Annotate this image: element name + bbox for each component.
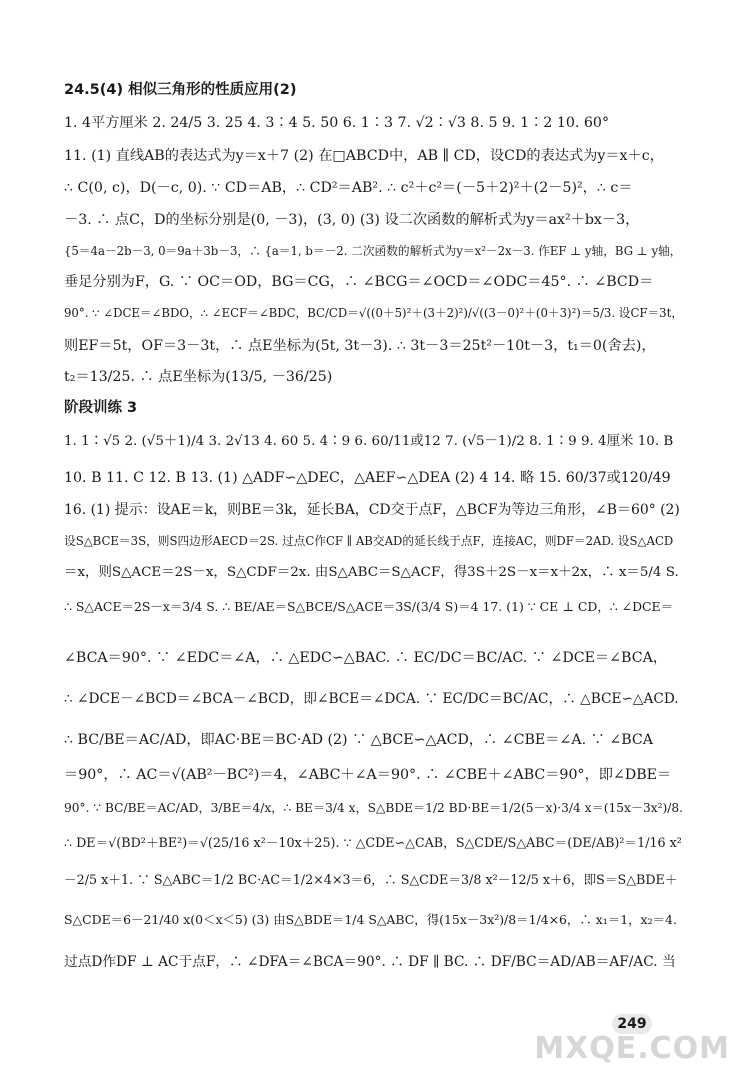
answer-line: S△CDE＝6－21/40 x(0＜x＜5) (3) 由S△BDE＝1/4 S△ABC，得(15x－3x²)/8＝1/4×6，∴ x₁＝1，x₂＝4. xyxy=(64,912,677,927)
answer-line: 90°. ∵ BC/BE＝AC/AD，3/BE＝4/x，∴ BE＝3/4 x，S△BDE＝1/2 BD·BE＝1/2(5－x)·3/4 x＝(15x－3x²)/8. xyxy=(64,801,684,815)
page-number: 249 xyxy=(612,1014,652,1034)
answer-line: 90°. ∵ ∠DCE＝∠BDO，∴ ∠ECF＝∠BDC，BC/CD＝√((0＋5)²＋(3＋2)²)/√((3－0)²＋(0＋3)²)＝5/3. 设CF＝3t， xyxy=(64,306,684,320)
watermark-logo xyxy=(534,1002,740,1072)
answer-line: 过点D作DF ⊥ AC于点F，∴ ∠DFA＝∠BCA＝90°. ∴ DF ∥ BC. ∴ DF/BC＝AD/AB＝AF/AC. 当 xyxy=(64,954,676,970)
answer-line: ∴ S△ACE＝2S－x＝3/4 S. ∴ BE/AE＝S△BCE/S△ACE＝3S/(3/4 S)＝4 17. (1) ∵ CE ⊥ CD，∴ ∠DCE＝ xyxy=(64,599,674,614)
answer-line: ∴ BC/BE＝AC/AD，即AC·BE＝BC·AD (2) ∵ △BCE∽△ACD，∴ ∠CBE＝∠A. ∵ ∠BCA xyxy=(64,732,653,748)
answer-line: 则EF＝5t，OF＝3－3t，∴ 点E坐标为(5t, 3t－3). ∴ 3t－3＝25t²－10t－3，t₁＝0(舍去)， xyxy=(64,338,656,354)
answer-line: ∴ DE＝√(BD²＋BE²)＝√(25/16 x²－10x＋25). ∵ △CDE∽△CAB，S△CDE/S△ABC＝(DE/AB)²＝1/16 x² xyxy=(64,835,682,850)
answer-line: 10. B 11. C 12. B 13. (1) △ADF∽△DEC，△AEF∽△DEA (2) 4 14. 略 15. 60/37或120/49 xyxy=(64,470,671,486)
answer-line: ＝90°，∴ AC＝√(AB²－BC²)＝4，∠ABC＋∠A＝90°. ∴ ∠CBE＋∠ABC＝90°，即∠DBE＝ xyxy=(64,767,672,783)
answer-line: －3. ∴ 点C，D的坐标分别是(0, －3)，(3, 0) (3) 设二次函数的解析式为y＝ax²＋bx－3， xyxy=(64,212,640,228)
answer-line: 1. 1∶√5 2. (√5＋1)/4 3. 2√13 4. 60 5. 4∶9 6. 60/11或12 7. (√5－1)/2 8. 1∶9 9. 4厘米 10. B xyxy=(64,434,674,449)
watermark-text: MXQE.COM xyxy=(534,1031,730,1066)
answer-line: ∠BCA＝90°. ∵ ∠EDC＝∠A，∴ △EDC∽△BAC. ∴ EC/DC＝BC/AC. ∵ ∠DCE＝∠BCA， xyxy=(64,650,668,666)
answer-line: 11. (1) 直线AB的表达式为y＝x＋7 (2) 在□ABCD中，AB ∥ CD，设CD的表达式为y＝x＋c， xyxy=(64,148,664,164)
answer-line: ∴ C(0, c)，D(－c, 0). ∵ CD＝AB，∴ CD²＝AB². ∴ c²＋c²＝(－5＋2)²＋(2－5)²，∴ c＝ xyxy=(64,180,633,196)
answer-line: ∴ ∠DCE－∠BCD＝∠BCA－∠BCD，即∠BCE＝∠DCA. ∵ EC/DC＝BC/AC，∴ △BCE∽△ACD. xyxy=(64,691,679,707)
answer-line: －2/5 x＋1. ∵ S△ABC＝1/2 BC·AC＝1/2×4×3＝6，∴ S△CDE＝3/8 x²－12/5 x＋6，即S＝S△BDE＋ xyxy=(64,872,678,887)
answer-line: t₂＝13/25. ∴ 点E坐标为(13/5, －36/25) xyxy=(64,369,333,385)
stage-title: 阶段训练 3 xyxy=(64,400,138,416)
section-title: 24.5(4) 相似三角形的性质应用(2) xyxy=(64,82,297,98)
answer-line: 16. (1) 提示：设AE＝k，则BE＝3k，延长BA，CD交于点F，△BCF为等边三角形，∠B＝60° (2) xyxy=(64,502,680,518)
answer-line: 设S△BCE＝3S，则S四边形AECD＝2S. 过点C作CF ∥ AB交AD的延长线于点F，连接AC，则DF＝2AD. 设S△ACD xyxy=(64,534,674,548)
answer-line: 1. 4平方厘米 2. 24/5 3. 25 4. 3∶4 5. 50 6. 1∶3 7. √2∶√3 8. 5 9. 1∶2 10. 60° xyxy=(64,115,610,131)
answer-line: ＝x，则S△ACE＝2S－x，S△CDF＝2x. 由S△ABC＝S△ACF，得3S＋2S－x＝x＋2x，∴ x＝5/4 S. xyxy=(64,565,679,580)
answer-line: {5＝4a－2b－3, 0＝9a＋3b－3，∴ {a＝1, b＝－2. 二次函数的解析式为y＝x²－2x－3. 作EF ⊥ y轴，BG ⊥ y轴， xyxy=(64,244,682,258)
answer-line: 垂足分别为F，G. ∵ OC＝OD，BG＝CG，∴ ∠BCG＝∠OCD＝∠ODC＝45°. ∴ ∠BCD＝ xyxy=(64,274,654,290)
